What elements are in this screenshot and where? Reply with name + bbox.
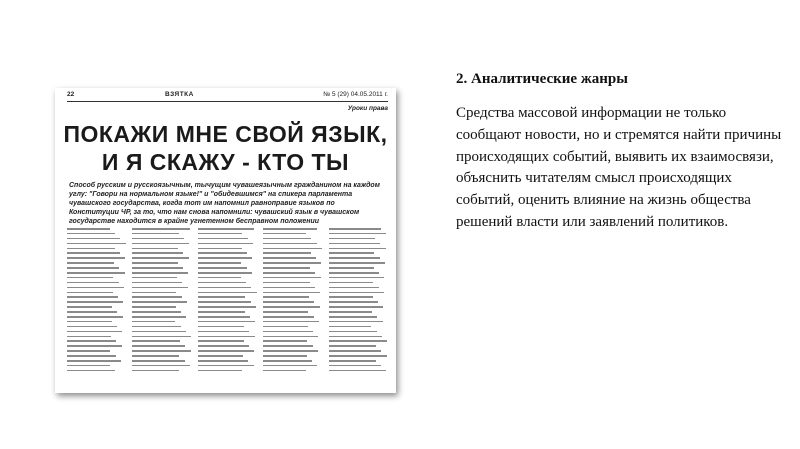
clipping-text-line	[329, 306, 384, 308]
clipping-text-line	[67, 282, 119, 284]
clipping-lead: Способ русским и русскоязычным, тычущим чувашеязычным гражданином на каждом углу: "Говори на нормальном языке!" и "обидевшимся" на спикера парламента чувашского государства, когда тот им напомнил равноправие языков по Конституции ЧР, за то, что нам снова напомнили: чувашский язык в чувашском государстве находится в крайне угнетенном бесправном положении	[69, 182, 380, 225]
clipping-text-line	[67, 228, 110, 230]
clipping-text-line	[263, 306, 319, 308]
clipping-text-line	[263, 340, 307, 342]
clipping-text-line	[263, 267, 310, 269]
clipping-text-line	[263, 277, 321, 279]
clipping-headline	[55, 120, 396, 176]
clipping-text-line	[198, 257, 253, 259]
clipping-text-line	[198, 277, 241, 279]
clipping-text-line	[132, 350, 190, 352]
clipping-text-line	[132, 321, 175, 323]
clipping-text-line	[263, 336, 318, 338]
clipping-text-line	[67, 277, 113, 279]
clipping-text-line	[67, 272, 125, 274]
clipping-text-line	[132, 365, 190, 367]
clipping-column	[132, 228, 191, 389]
newspaper-clipping-image	[55, 88, 396, 393]
clipping-text-line	[263, 228, 317, 230]
clipping-text-line	[198, 238, 248, 240]
clipping-text-line	[198, 340, 244, 342]
clipping-text-line	[329, 272, 379, 274]
clipping-column	[67, 228, 126, 389]
clipping-text-line	[67, 248, 115, 250]
clipping-column	[329, 228, 388, 389]
clipping-text-line	[329, 326, 372, 328]
clipping-text-line	[263, 282, 309, 284]
clipping-headline-line-1: ПОКАЖИ МНЕ СВОЙ ЯЗЫК,	[63, 121, 388, 147]
clipping-text-line	[132, 301, 187, 303]
clipping-text-line	[263, 248, 322, 250]
clipping-publication-name: ВЗЯТКА	[165, 91, 194, 98]
clipping-text-line	[263, 292, 320, 294]
clipping-text-line	[198, 252, 247, 254]
clipping-text-line	[263, 355, 306, 357]
clipping-text-line	[132, 238, 184, 240]
clipping-text-line	[67, 331, 122, 333]
clipping-text-line	[132, 292, 176, 294]
clipping-page-number: 22	[67, 91, 75, 98]
clipping-text-line	[329, 277, 385, 279]
clipping-text-line	[329, 360, 376, 362]
clipping-text-line	[263, 360, 312, 362]
clipping-body-columns	[67, 228, 388, 389]
clipping-text-line	[263, 345, 312, 347]
clipping-text-line	[263, 316, 313, 318]
clipping-text-line	[132, 252, 183, 254]
clipping-text-line	[329, 355, 387, 357]
clipping-text-line	[263, 233, 306, 235]
clipping-rubric: Уроки права	[347, 105, 388, 112]
clipping-text-line	[67, 326, 117, 328]
clipping-text-line	[67, 257, 125, 259]
clipping-text-line	[329, 331, 377, 333]
clipping-text-line	[198, 267, 247, 269]
clipping-text-line	[67, 233, 115, 235]
clipping-text-line	[198, 355, 243, 357]
clipping-text-line	[198, 272, 252, 274]
clipping-text-line	[329, 238, 375, 240]
clipping-text-line	[67, 238, 120, 240]
clipping-headline-line-2: И Я СКАЖУ - КТО ТЫ	[101, 149, 350, 175]
clipping-text-line	[329, 345, 377, 347]
clipping-text-line	[198, 243, 253, 245]
clipping-text-line	[198, 370, 243, 372]
clipping-text-line	[198, 326, 244, 328]
clipping-text-line	[67, 345, 122, 347]
clipping-text-line	[329, 336, 382, 338]
clipping-text-line	[198, 365, 254, 367]
clipping-text-line	[263, 370, 306, 372]
clipping-text-line	[198, 287, 251, 289]
clipping-text-line	[329, 350, 382, 352]
clipping-text-line	[198, 316, 250, 318]
clipping-text-line	[198, 248, 242, 250]
clipping-text-line	[67, 355, 116, 357]
clipping-issue: № 5 (29) 04.05.2011 г.	[323, 91, 388, 98]
clipping-text-line	[132, 370, 178, 372]
clipping-text-line	[67, 350, 110, 352]
clipping-text-line	[132, 282, 182, 284]
clipping-text-line	[198, 301, 251, 303]
clipping-text-line	[198, 282, 246, 284]
clipping-column	[198, 228, 257, 389]
clipping-text-line	[132, 233, 178, 235]
clipping-text-line	[198, 262, 241, 264]
clipping-text-line	[67, 296, 118, 298]
clipping-text-line	[67, 287, 124, 289]
clipping-text-line	[67, 360, 121, 362]
clipping-text-line	[132, 345, 185, 347]
clipping-text-line	[263, 311, 308, 313]
clipping-text-line	[67, 321, 112, 323]
clipping-text-line	[67, 365, 110, 367]
clipping-text-line	[132, 336, 191, 338]
clipping-text-line	[329, 262, 385, 264]
clipping-text-line	[132, 267, 182, 269]
clipping-text-line	[329, 321, 383, 323]
clipping-text-line	[329, 267, 374, 269]
clipping-text-line	[329, 257, 380, 259]
clipping-text-line	[263, 326, 308, 328]
clipping-text-line	[132, 296, 181, 298]
clipping-text-line	[329, 296, 373, 298]
clipping-text-line	[263, 243, 316, 245]
clipping-text-line	[329, 316, 378, 318]
clipping-text-line	[67, 370, 115, 372]
clipping-text-line	[132, 277, 177, 279]
clipping-text-line	[329, 282, 374, 284]
clipping-text-line	[132, 331, 185, 333]
clipping-text-line	[198, 292, 257, 294]
clipping-text-line	[263, 252, 311, 254]
clipping-text-line	[198, 296, 246, 298]
clipping-text-line	[132, 228, 190, 230]
clipping-text-line	[67, 252, 120, 254]
clipping-text-line	[263, 262, 321, 264]
clipping-text-line	[67, 267, 119, 269]
clipping-text-line	[329, 233, 387, 235]
clipping-text-line	[198, 331, 250, 333]
clipping-text-line	[329, 287, 379, 289]
clipping-text-line	[67, 340, 116, 342]
clipping-text-line	[198, 311, 245, 313]
clipping-text-line	[67, 243, 126, 245]
clipping-text-line	[67, 301, 123, 303]
clipping-text-line	[329, 370, 387, 372]
clipping-text-line	[263, 331, 313, 333]
clipping-text-line	[329, 340, 388, 342]
clipping-text-line	[198, 306, 256, 308]
clipping-text-line	[132, 306, 175, 308]
clipping-text-line	[263, 287, 315, 289]
clipping-text-line	[263, 238, 311, 240]
clipping-text-line	[329, 365, 381, 367]
clipping-header-rule	[67, 101, 388, 102]
clipping-text-line	[67, 262, 114, 264]
clipping-text-line	[198, 228, 254, 230]
clipping-text-line	[67, 311, 117, 313]
clipping-text-line	[132, 316, 186, 318]
clipping-text-line	[132, 272, 188, 274]
clipping-text-line	[263, 257, 316, 259]
slide-paragraph: Средства массовой информации не только сообщают новости, но и стремятся найти причины происходящих событий, выявить их взаимосвязи, объяснить читателям смысл происходящих событий, оценить влияние на жизнь общества решений власти или заявлений политиков.	[456, 105, 782, 230]
clipping-text-line	[67, 316, 123, 318]
clipping-text-line	[132, 326, 180, 328]
clipping-text-line	[67, 306, 112, 308]
clipping-text-line	[263, 272, 315, 274]
clipping-text-line	[198, 233, 243, 235]
clipping-text-line	[329, 243, 381, 245]
clipping-text-line	[132, 360, 184, 362]
clipping-text-line	[198, 345, 249, 347]
clipping-text-line	[329, 311, 372, 313]
clipping-column	[263, 228, 322, 389]
clipping-text-line	[132, 257, 188, 259]
clipping-text-line	[329, 301, 378, 303]
clipping-text-line	[329, 228, 381, 230]
clipping-text-line	[132, 287, 187, 289]
clipping-text-line	[198, 350, 254, 352]
clipping-text-line	[132, 262, 177, 264]
clipping-text-line	[329, 248, 386, 250]
clipping-text-line	[263, 350, 318, 352]
clipping-text-line	[132, 340, 180, 342]
clipping-text-line	[263, 296, 309, 298]
clipping-text-line	[329, 292, 384, 294]
clipping-text-line	[132, 311, 181, 313]
clipping-text-line	[263, 365, 317, 367]
clipping-text-line	[132, 355, 179, 357]
clipping-text-line	[198, 321, 256, 323]
clipping-text-line	[329, 252, 375, 254]
clipping-header	[67, 91, 388, 101]
slide-heading: 2. Аналитические жанры	[456, 71, 628, 87]
clipping-text-line	[67, 292, 113, 294]
clipping-text-line	[67, 336, 111, 338]
clipping-text-line	[263, 301, 314, 303]
clipping-text-line	[132, 243, 189, 245]
clipping-text-line	[198, 336, 255, 338]
clipping-text-line	[263, 321, 319, 323]
clipping-text-line	[198, 360, 248, 362]
clipping-text-line	[132, 248, 178, 250]
